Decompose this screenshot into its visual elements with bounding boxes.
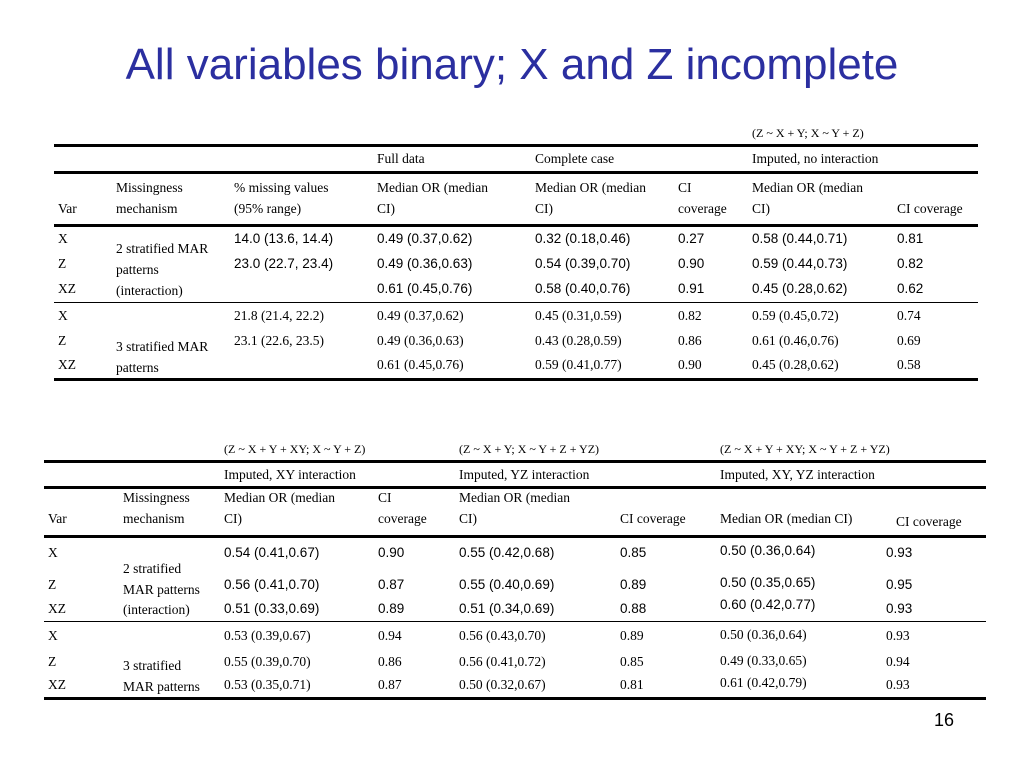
slide-title: All variables binary; X and Z incomplete bbox=[125, 40, 899, 89]
cell-xyyz-coverage: 0.93 bbox=[886, 601, 913, 616]
cell-var: Z bbox=[48, 577, 57, 592]
rule bbox=[44, 460, 986, 463]
cell-var: XZ bbox=[58, 281, 76, 296]
group-header-imputed: Imputed, no interaction bbox=[752, 151, 879, 166]
col-header-missing: (95% range) bbox=[234, 201, 302, 216]
mechanism-label: MAR patterns bbox=[123, 582, 200, 597]
rule bbox=[44, 697, 986, 700]
cell-var: X bbox=[58, 231, 68, 246]
cell-imp-or: 0.59 (0.45,0.72) bbox=[752, 308, 839, 323]
cell-missing: 21.8 (21.4, 22.2) bbox=[234, 308, 324, 323]
mechanism-label: patterns bbox=[116, 262, 159, 277]
rule bbox=[54, 378, 978, 381]
group-header-complete-case: Complete case bbox=[535, 151, 615, 166]
mechanism-label: 3 stratified bbox=[123, 658, 182, 673]
cell-cc-coverage: 0.82 bbox=[678, 308, 702, 323]
cell-xyyz-coverage: 0.95 bbox=[886, 577, 913, 592]
cell-var: X bbox=[48, 628, 58, 643]
cell-yz-or: 0.55 (0.42,0.68) bbox=[459, 545, 555, 560]
cell-xy-coverage: 0.89 bbox=[378, 601, 405, 616]
cell-xy-coverage: 0.94 bbox=[378, 628, 402, 643]
cell-xy-or: 0.55 (0.39,0.70) bbox=[224, 654, 311, 669]
cell-yz-or: 0.50 (0.32,0.67) bbox=[459, 677, 546, 692]
col-header-mechanism: Missingness bbox=[116, 180, 183, 195]
col-header-cc-or: Median OR (median bbox=[535, 180, 646, 195]
col-header-imp-coverage: CI coverage bbox=[897, 201, 963, 216]
cell-var: X bbox=[58, 308, 68, 323]
cell-yz-coverage: 0.81 bbox=[620, 677, 644, 692]
rule bbox=[54, 224, 978, 227]
cell-xyyz-or: 0.49 (0.33,0.65) bbox=[720, 653, 807, 668]
cell-missing: 23.1 (22.6, 23.5) bbox=[234, 333, 324, 348]
cell-xyyz-coverage: 0.93 bbox=[886, 545, 913, 560]
cell-xy-coverage: 0.86 bbox=[378, 654, 402, 669]
cell-xy-or: 0.53 (0.39,0.67) bbox=[224, 628, 311, 643]
mechanism-label: MAR patterns bbox=[123, 679, 200, 694]
rule bbox=[44, 535, 986, 538]
col-header-full-or: CI) bbox=[377, 201, 395, 216]
col-header-xy-or: CI) bbox=[224, 511, 242, 526]
cell-imp-or: 0.61 (0.46,0.76) bbox=[752, 333, 839, 348]
col-header-mechanism: Missingness bbox=[123, 490, 190, 505]
cell-imp-coverage: 0.82 bbox=[897, 256, 924, 271]
cell-xy-coverage: 0.87 bbox=[378, 577, 405, 592]
group-header-full: Full data bbox=[377, 151, 425, 166]
cell-var: XZ bbox=[48, 601, 66, 616]
cell-xyyz-coverage: 0.93 bbox=[886, 628, 910, 643]
col-header-mechanism: mechanism bbox=[116, 201, 178, 216]
mechanism-label: (interaction) bbox=[123, 602, 190, 617]
group-header-yz: Imputed, YZ interaction bbox=[459, 467, 590, 482]
cell-yz-coverage: 0.85 bbox=[620, 545, 647, 560]
cell-imp-coverage: 0.74 bbox=[897, 308, 921, 323]
col-header-var: Var bbox=[58, 201, 77, 216]
cell-missing: 23.0 (22.7, 23.4) bbox=[234, 256, 334, 271]
cell-yz-coverage: 0.89 bbox=[620, 577, 647, 592]
cell-xyyz-or: 0.50 (0.35,0.65) bbox=[720, 575, 816, 590]
group-header-xy: Imputed, XY interaction bbox=[224, 467, 356, 482]
cell-yz-coverage: 0.88 bbox=[620, 601, 647, 616]
cell-xyyz-or: 0.61 (0.42,0.79) bbox=[720, 675, 807, 690]
cell-var: X bbox=[48, 545, 58, 560]
rule bbox=[44, 486, 986, 489]
cell-xyyz-or: 0.60 (0.42,0.77) bbox=[720, 597, 816, 612]
cell-imp-coverage: 0.69 bbox=[897, 333, 921, 348]
cell-xy-or: 0.54 (0.41,0.67) bbox=[224, 545, 320, 560]
cell-missing: 14.0 (13.6, 14.4) bbox=[234, 231, 334, 246]
cell-xy-or: 0.56 (0.41,0.70) bbox=[224, 577, 320, 592]
cell-cc-or: 0.59 (0.41,0.77) bbox=[535, 357, 622, 372]
rule bbox=[54, 302, 978, 303]
cell-xy-coverage: 0.90 bbox=[378, 545, 405, 560]
rule bbox=[44, 621, 986, 622]
rule bbox=[54, 171, 978, 174]
cell-cc-coverage: 0.90 bbox=[678, 357, 702, 372]
cell-imp-or: 0.59 (0.44,0.73) bbox=[752, 256, 848, 271]
cell-cc-coverage: 0.27 bbox=[678, 231, 705, 246]
cell-xy-coverage: 0.87 bbox=[378, 677, 402, 692]
model-note-xyyz: (Z ~ X + Y + XY; X ~ Y + Z + YZ) bbox=[720, 442, 890, 456]
cell-full-or: 0.61 (0.45,0.76) bbox=[377, 281, 473, 296]
col-header-imp-or: Median OR (median bbox=[752, 180, 863, 195]
cell-xyyz-or: 0.50 (0.36,0.64) bbox=[720, 543, 816, 558]
cell-var: XZ bbox=[58, 357, 76, 372]
col-header-mechanism: mechanism bbox=[123, 511, 185, 526]
cell-imp-coverage: 0.62 bbox=[897, 281, 924, 296]
cell-yz-or: 0.56 (0.41,0.72) bbox=[459, 654, 546, 669]
cell-cc-or: 0.58 (0.40,0.76) bbox=[535, 281, 631, 296]
rule bbox=[54, 144, 978, 147]
cell-xyyz-or: 0.50 (0.36,0.64) bbox=[720, 627, 807, 642]
col-header-missing: % missing values bbox=[234, 180, 329, 195]
cell-yz-or: 0.51 (0.34,0.69) bbox=[459, 601, 555, 616]
cell-var: XZ bbox=[48, 677, 66, 692]
col-header-yz-or: CI) bbox=[459, 511, 477, 526]
cell-imp-or: 0.45 (0.28,0.62) bbox=[752, 281, 848, 296]
col-header-cc-coverage: coverage bbox=[678, 201, 727, 216]
page-number: 16 bbox=[934, 710, 955, 730]
mechanism-label: patterns bbox=[116, 360, 159, 375]
cell-full-or: 0.49 (0.37,0.62) bbox=[377, 308, 464, 323]
model-note-xy: (Z ~ X + Y + XY; X ~ Y + Z) bbox=[224, 442, 366, 456]
cell-cc-or: 0.45 (0.31,0.59) bbox=[535, 308, 622, 323]
cell-cc-or: 0.54 (0.39,0.70) bbox=[535, 256, 631, 271]
col-header-cc-or: CI) bbox=[535, 201, 553, 216]
col-header-yz-or: Median OR (median bbox=[459, 490, 570, 505]
mechanism-label: 2 stratified MAR bbox=[116, 241, 209, 256]
cell-xy-or: 0.53 (0.35,0.71) bbox=[224, 677, 311, 692]
col-header-xy-coverage: CI bbox=[378, 490, 392, 505]
col-header-xyyz-or: Median OR (median CI) bbox=[720, 511, 853, 526]
cell-var: Z bbox=[58, 256, 67, 271]
group-header-xyyz: Imputed, XY, YZ interaction bbox=[720, 467, 875, 482]
cell-imp-or: 0.58 (0.44,0.71) bbox=[752, 231, 848, 246]
cell-full-or: 0.61 (0.45,0.76) bbox=[377, 357, 464, 372]
cell-cc-coverage: 0.90 bbox=[678, 256, 705, 271]
cell-imp-coverage: 0.81 bbox=[897, 231, 924, 246]
cell-xy-or: 0.51 (0.33,0.69) bbox=[224, 601, 320, 616]
col-header-full-or: Median OR (median bbox=[377, 180, 488, 195]
cell-full-or: 0.49 (0.37,0.62) bbox=[377, 231, 473, 246]
mechanism-label: 2 stratified bbox=[123, 561, 182, 576]
cell-xyyz-coverage: 0.94 bbox=[886, 654, 910, 669]
col-header-imp-or: CI) bbox=[752, 201, 770, 216]
cell-var: Z bbox=[58, 333, 67, 348]
cell-cc-coverage: 0.91 bbox=[678, 281, 705, 296]
cell-cc-or: 0.43 (0.28,0.59) bbox=[535, 333, 622, 348]
mechanism-label: (interaction) bbox=[116, 283, 183, 298]
mechanism-label: 3 stratified MAR bbox=[116, 339, 209, 354]
cell-xyyz-coverage: 0.93 bbox=[886, 677, 910, 692]
cell-full-or: 0.49 (0.36,0.63) bbox=[377, 256, 473, 271]
cell-yz-coverage: 0.85 bbox=[620, 654, 644, 669]
cell-full-or: 0.49 (0.36,0.63) bbox=[377, 333, 464, 348]
col-header-var: Var bbox=[48, 511, 67, 526]
model-note: (Z ~ X + Y; X ~ Y + Z) bbox=[752, 126, 864, 140]
cell-cc-or: 0.32 (0.18,0.46) bbox=[535, 231, 631, 246]
col-header-xy-coverage: coverage bbox=[378, 511, 427, 526]
cell-var: Z bbox=[48, 654, 57, 669]
col-header-cc-coverage: CI bbox=[678, 180, 692, 195]
col-header-xyyz-coverage: CI coverage bbox=[896, 514, 962, 529]
cell-imp-coverage: 0.58 bbox=[897, 357, 921, 372]
col-header-yz-coverage: CI coverage bbox=[620, 511, 686, 526]
cell-imp-or: 0.45 (0.28,0.62) bbox=[752, 357, 839, 372]
model-note-yz: (Z ~ X + Y; X ~ Y + Z + YZ) bbox=[459, 442, 600, 456]
col-header-xy-or: Median OR (median bbox=[224, 490, 335, 505]
cell-yz-or: 0.56 (0.43,0.70) bbox=[459, 628, 546, 643]
cell-yz-or: 0.55 (0.40,0.69) bbox=[459, 577, 555, 592]
cell-yz-coverage: 0.89 bbox=[620, 628, 644, 643]
cell-cc-coverage: 0.86 bbox=[678, 333, 702, 348]
